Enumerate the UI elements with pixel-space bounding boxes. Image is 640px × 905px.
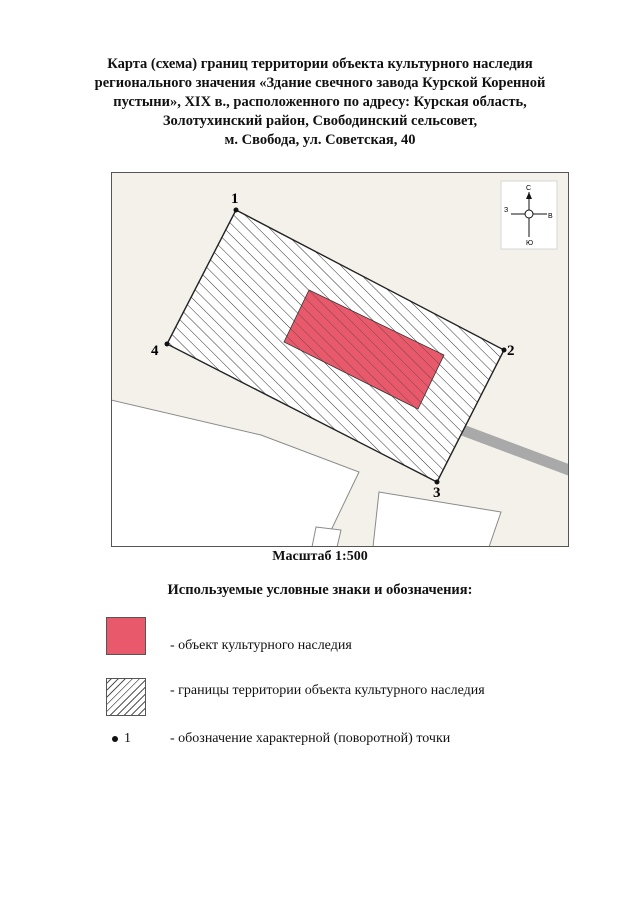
compass-north: С — [526, 185, 532, 192]
point-1-label: 1 — [231, 191, 239, 207]
legend-point-sample — [112, 731, 131, 747]
title-line-4: Золотухинский район, Свободинский сельсовет, — [162, 113, 478, 129]
black-dot-icon — [112, 736, 118, 742]
building-plot-small — [312, 527, 341, 547]
point-1-marker — [234, 208, 239, 213]
point-4-marker — [165, 342, 170, 347]
title-line-2: регионального значения «Здание свечного завода Курской Коренной — [94, 75, 546, 91]
title-line-3: пустыни», XIX в., расположенного по адресу: Курская область, — [113, 94, 527, 110]
compass-south: Ю — [526, 240, 534, 247]
compass-east: В — [548, 213, 553, 220]
point-2-marker — [502, 348, 507, 353]
map-title — [80, 55, 560, 150]
map-frame — [111, 172, 569, 547]
point-3-label: 3 — [433, 485, 441, 501]
legend-point-label: - обозначение характерной (поворотной) точки — [170, 731, 451, 746]
compass-west: З — [504, 207, 509, 214]
compass-icon — [501, 181, 557, 249]
legend-heritage-label: - объект культурного наследия — [170, 638, 352, 653]
point-3-marker — [435, 480, 440, 485]
map-canvas — [111, 172, 569, 547]
title-line-1: Карта (схема) границ территории объекта культурного наследия — [107, 56, 533, 72]
title-line-5: м. Свобода, ул. Советская, 40 — [224, 132, 416, 148]
legend-heritage-swatch-icon — [106, 617, 146, 655]
point-2-label: 2 — [507, 343, 515, 359]
point-4-label: 4 — [151, 343, 159, 359]
legend-point-number: 1 — [124, 731, 131, 746]
legend-boundary-label: - границы территории объекта культурного наследия — [170, 683, 485, 698]
legend-title: Используемые условные знаки и обозначения: — [167, 582, 473, 598]
legend-boundary-swatch-icon — [106, 678, 146, 716]
map-scale: Масштаб 1:500 — [272, 549, 368, 564]
